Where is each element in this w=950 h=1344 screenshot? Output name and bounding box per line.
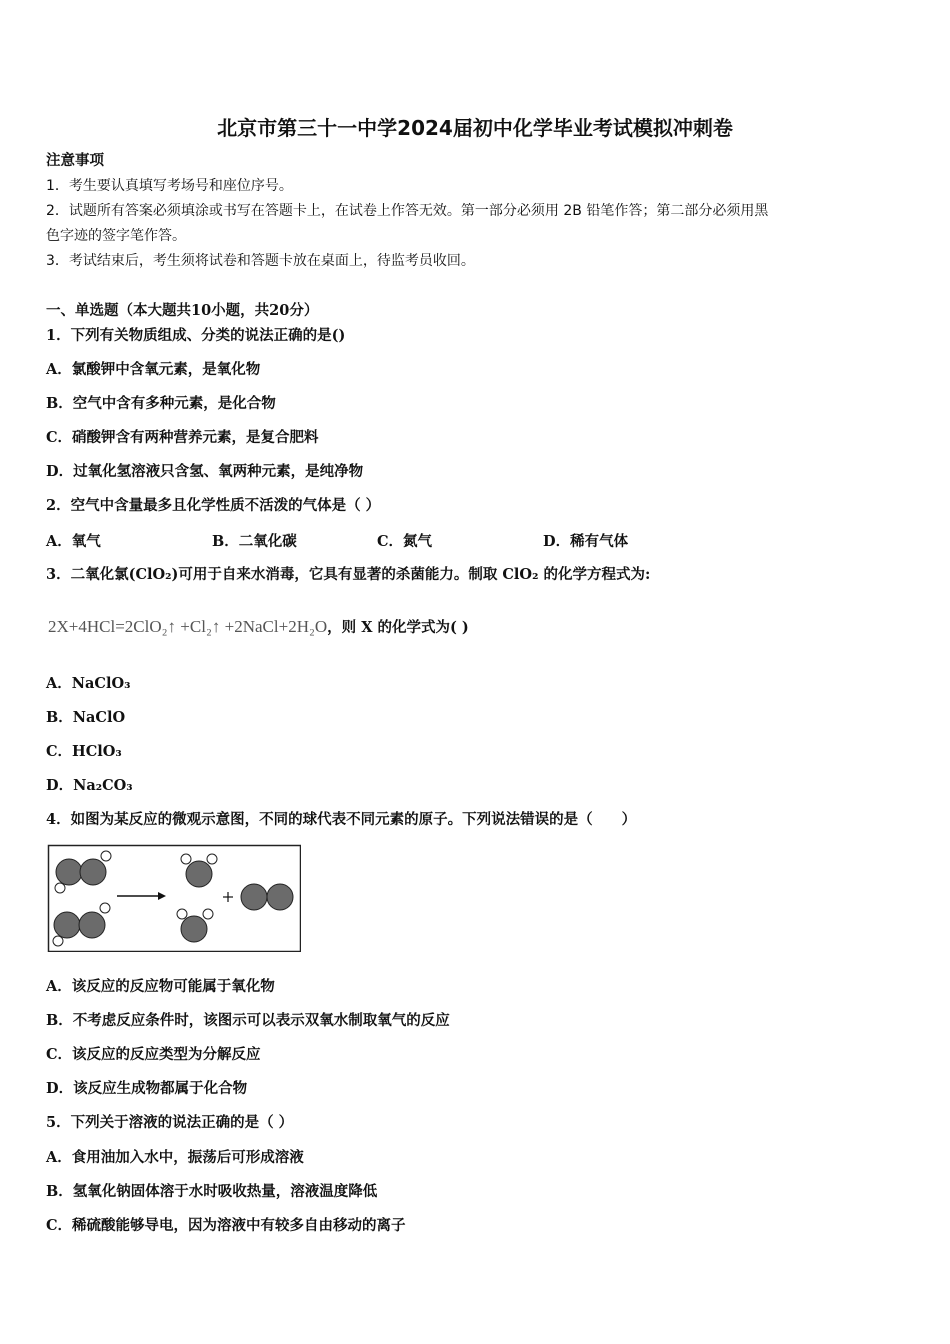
option: A．食用油加入水中，振荡后可形成溶液 [46,1149,304,1166]
question-stem: 1．下列有关物质组成、分类的说法正确的是() [46,327,346,344]
notice-item: 1．考生要认真填写考场号和座位序号。 [46,178,293,194]
option: C．硝酸钾含有两种营养元素，是复合肥料 [46,429,319,446]
option: A．NaClO₃ [46,675,131,692]
question-stem: 3．二氧化氯(ClO₂)可用于自来水消毒，它具有显著的杀菌能力。制取 ClO₂ 的化学方程式为: [46,566,651,583]
question-stem: 2．空气中含量最多且化学性质不活泼的气体是（ ） [46,497,381,514]
option: A．氧气 [46,533,101,550]
option: C．该反应的反应类型为分解反应 [46,1046,261,1063]
notice-item: 色字迹的签字笔作答。 [46,228,186,244]
option: B．NaClO [46,709,126,726]
option: B．不考虑反应条件时，该图示可以表示双氧水制取氧气的反应 [46,1012,450,1029]
option: A．该反应的反应物可能属于氧化物 [46,978,275,995]
notice-item: 3．考试结束后，考生须将试卷和答题卡放在桌面上，待监考员收回。 [46,253,475,269]
page-title: 北京市第三十一中学2024届初中化学毕业考试模拟冲刺卷 [217,116,733,140]
question-stem: 4．如图为某反应的微观示意图，不同的球代表不同元素的原子。下列说法错误的是（ ） [46,811,637,828]
option: B．二氧化碳 [212,533,297,550]
question-stem: 5．下列关于溶液的说法正确的是（ ） [46,1114,294,1131]
section-heading: 一、单选题（本大题共10小题，共20分） [46,302,319,319]
option: C．稀硫酸能够导电，因为溶液中有较多自由移动的离子 [46,1217,406,1234]
option: C．HClO₃ [46,743,122,760]
chemical-equation [48,616,469,637]
option: A．氯酸钾中含氧元素，是氧化物 [46,361,261,378]
equation-text: 2X+4HCl=2ClO₂↑ +Cl₂↑ +2NaCl+2H₂O [48,617,328,636]
option: D．Na₂CO₃ [46,777,133,794]
option: D．该反应生成物都属于化合物 [46,1080,248,1097]
option: B．空气中含有多种元素，是化合物 [46,395,276,412]
reaction-diagram [47,844,301,952]
option: D．过氧化氢溶液只含氢、氧两种元素，是纯净物 [46,463,364,480]
notice-heading: 注意事项 [46,152,104,169]
option: C．氮气 [377,533,433,550]
notice-item: 2．试题所有答案必须填涂或书写在答题卡上，在试卷上作答无效。第一部分必须用 2B 铅笔作答；第二部分必须用黑 [46,203,769,219]
option: D．稀有气体 [543,533,629,550]
option: B．氢氧化钠固体溶于水时吸收热量，溶液温度降低 [46,1183,378,1200]
equation-tail: ，则 X 的化学式为( ) [327,619,469,636]
